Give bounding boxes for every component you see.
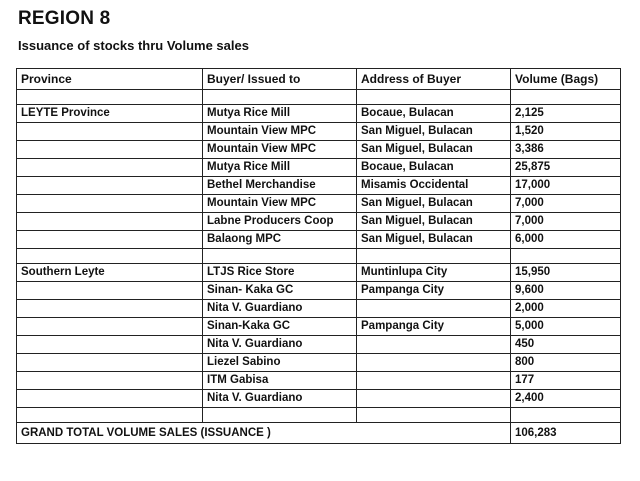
buyer-cell: Nita V. Guardiano <box>203 300 357 318</box>
empty-cell <box>357 249 511 264</box>
empty-cell <box>511 249 621 264</box>
province-cell <box>17 354 203 372</box>
address-cell: Muntinlupa City <box>357 264 511 282</box>
address-cell <box>357 336 511 354</box>
address-cell: San Miguel, Bulacan <box>357 123 511 141</box>
empty-cell <box>17 249 203 264</box>
volume-cell: 450 <box>511 336 621 354</box>
empty-cell <box>203 408 357 423</box>
empty-cell <box>357 408 511 423</box>
address-cell <box>357 354 511 372</box>
grand-total-value: 106,283 <box>511 423 621 444</box>
table-row <box>17 264 621 282</box>
table-row <box>17 390 621 408</box>
volume-cell: 17,000 <box>511 177 621 195</box>
table-row <box>17 372 621 390</box>
empty-cell <box>203 90 357 105</box>
address-cell: Pampanga City <box>357 318 511 336</box>
page-title: REGION 8 <box>18 8 111 29</box>
spacer-row <box>17 408 621 423</box>
table-row <box>17 213 621 231</box>
province-cell <box>17 213 203 231</box>
table-row <box>17 336 621 354</box>
spacer-row <box>17 249 621 264</box>
table-row <box>17 105 621 123</box>
volume-cell: 9,600 <box>511 282 621 300</box>
buyer-cell: Liezel Sabino <box>203 354 357 372</box>
volume-cell: 1,520 <box>511 123 621 141</box>
volume-cell: 2,400 <box>511 390 621 408</box>
address-cell: Bocaue, Bulacan <box>357 105 511 123</box>
buyer-cell: Nita V. Guardiano <box>203 390 357 408</box>
buyer-cell: Sinan-Kaka GC <box>203 318 357 336</box>
volume-cell: 6,000 <box>511 231 621 249</box>
buyer-cell: LTJS Rice Store <box>203 264 357 282</box>
table-body <box>17 90 621 444</box>
volume-cell: 3,386 <box>511 141 621 159</box>
table-row <box>17 141 621 159</box>
buyer-cell: Mountain View MPC <box>203 141 357 159</box>
province-cell <box>17 159 203 177</box>
table-row <box>17 231 621 249</box>
address-cell: Bocaue, Bulacan <box>357 159 511 177</box>
empty-cell <box>511 408 621 423</box>
table-row <box>17 354 621 372</box>
buyer-cell: Mountain View MPC <box>203 123 357 141</box>
stock-issuance-table <box>16 68 621 444</box>
volume-cell: 7,000 <box>511 213 621 231</box>
buyer-cell: Labne Producers Coop <box>203 213 357 231</box>
address-cell <box>357 300 511 318</box>
buyer-cell: Bethel Merchandise <box>203 177 357 195</box>
grand-total-label: GRAND TOTAL VOLUME SALES (ISSUANCE ) <box>17 423 511 444</box>
address-cell: Misamis Occidental <box>357 177 511 195</box>
empty-cell <box>203 249 357 264</box>
address-cell: San Miguel, Bulacan <box>357 141 511 159</box>
table-row <box>17 123 621 141</box>
buyer-cell: Mutya Rice Mill <box>203 159 357 177</box>
column-header-province: Province <box>17 69 203 90</box>
volume-cell: 7,000 <box>511 195 621 213</box>
grand-total-row <box>17 423 621 444</box>
address-cell <box>357 372 511 390</box>
province-cell <box>17 336 203 354</box>
address-cell: Pampanga City <box>357 282 511 300</box>
volume-cell: 5,000 <box>511 318 621 336</box>
province-cell <box>17 372 203 390</box>
table-row <box>17 159 621 177</box>
province-cell <box>17 390 203 408</box>
province-cell <box>17 282 203 300</box>
province-cell <box>17 141 203 159</box>
buyer-cell: Mountain View MPC <box>203 195 357 213</box>
empty-cell <box>357 90 511 105</box>
buyer-cell: Sinan- Kaka GC <box>203 282 357 300</box>
table-row <box>17 282 621 300</box>
empty-cell <box>17 90 203 105</box>
buyer-cell: Mutya Rice Mill <box>203 105 357 123</box>
empty-cell <box>511 90 621 105</box>
buyer-cell: ITM Gabisa <box>203 372 357 390</box>
province-cell <box>17 318 203 336</box>
buyer-cell: Balaong MPC <box>203 231 357 249</box>
table-header-row <box>17 69 621 90</box>
buyer-cell: Nita V. Guardiano <box>203 336 357 354</box>
empty-cell <box>17 408 203 423</box>
address-cell <box>357 390 511 408</box>
column-header-volume: Volume (Bags) <box>511 69 621 90</box>
province-cell: LEYTE Province <box>17 105 203 123</box>
column-header-buyer: Buyer/ Issued to <box>203 69 357 90</box>
province-cell <box>17 177 203 195</box>
address-cell: San Miguel, Bulacan <box>357 213 511 231</box>
table-row <box>17 177 621 195</box>
volume-cell: 177 <box>511 372 621 390</box>
table-row <box>17 300 621 318</box>
volume-cell: 15,950 <box>511 264 621 282</box>
province-cell <box>17 123 203 141</box>
volume-cell: 800 <box>511 354 621 372</box>
spacer-row <box>17 90 621 105</box>
table-row <box>17 318 621 336</box>
address-cell: San Miguel, Bulacan <box>357 231 511 249</box>
page-subtitle: Issuance of stocks thru Volume sales <box>18 38 249 53</box>
volume-cell: 2,000 <box>511 300 621 318</box>
province-cell <box>17 300 203 318</box>
table-row <box>17 195 621 213</box>
province-cell <box>17 195 203 213</box>
volume-cell: 25,875 <box>511 159 621 177</box>
column-header-address: Address of Buyer <box>357 69 511 90</box>
province-cell: Southern Leyte <box>17 264 203 282</box>
province-cell <box>17 231 203 249</box>
address-cell: San Miguel, Bulacan <box>357 195 511 213</box>
volume-cell: 2,125 <box>511 105 621 123</box>
